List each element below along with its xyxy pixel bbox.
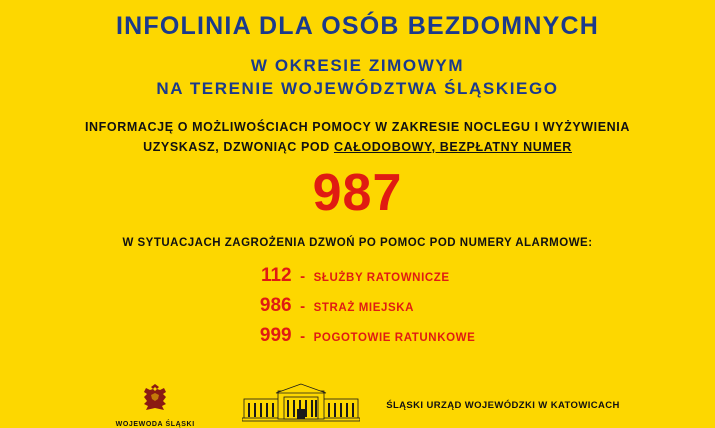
info-line-2 — [85, 137, 630, 157]
emergency-dash: - — [300, 327, 306, 345]
crest-caption: WOJEWODA ŚLĄSKI — [115, 420, 195, 428]
government-building-icon — [242, 383, 360, 428]
hotline-number: 987 — [312, 163, 403, 222]
info-line-2-underlined: CAŁODOBOWY, BEZPŁATNY NUMER — [333, 139, 572, 154]
emergency-dash: - — [300, 267, 306, 285]
office-name: ŚLĄSKI URZĄD WOJEWÓDZKI W KATOWICACH — [386, 399, 620, 411]
list-item — [240, 265, 476, 287]
info-line-1: INFORMACJĘ O MOŻLIWOŚCIACH POMOCY W ZAKRESIE NOCLEGU I WYŻYWIENIA — [84, 119, 631, 134]
emergency-number-list — [240, 265, 476, 347]
emergency-number: 112 — [260, 264, 292, 286]
emergency-label: STRAŻ MIEJSKA — [313, 301, 415, 314]
polish-eagle-crest-icon — [142, 383, 168, 418]
list-item — [240, 325, 476, 347]
info-line-2-prefix: UZYSKASZ, DZWONIĄC POD — [143, 139, 334, 154]
building-block — [233, 383, 368, 428]
subtitle-line-1: W OKRESIE ZIMOWYM — [250, 55, 465, 75]
emergency-label: SŁUŻBY RATOWNICZE — [313, 271, 450, 284]
subtitle-block — [156, 55, 558, 101]
crest-block — [95, 383, 215, 428]
footer — [78, 383, 638, 428]
info-block — [85, 117, 630, 157]
page-title: INFOLINIA DLA OSÓB BEZDOMNYCH — [116, 12, 599, 40]
emergency-number: 986 — [259, 294, 292, 316]
emergency-number: 999 — [259, 324, 292, 346]
list-item — [240, 295, 476, 317]
subtitle-line-2: NA TERENIE WOJEWÓDZTWA ŚLĄSKIEGO — [156, 78, 559, 98]
emergency-heading: W SYTUACJACH ZAGROŻENIA DZWOŃ PO POMOC POD NUMERY ALARMOWE: — [122, 236, 593, 249]
emergency-dash: - — [300, 297, 306, 315]
emergency-label: POGOTOWIE RATUNKOWE — [313, 331, 476, 344]
